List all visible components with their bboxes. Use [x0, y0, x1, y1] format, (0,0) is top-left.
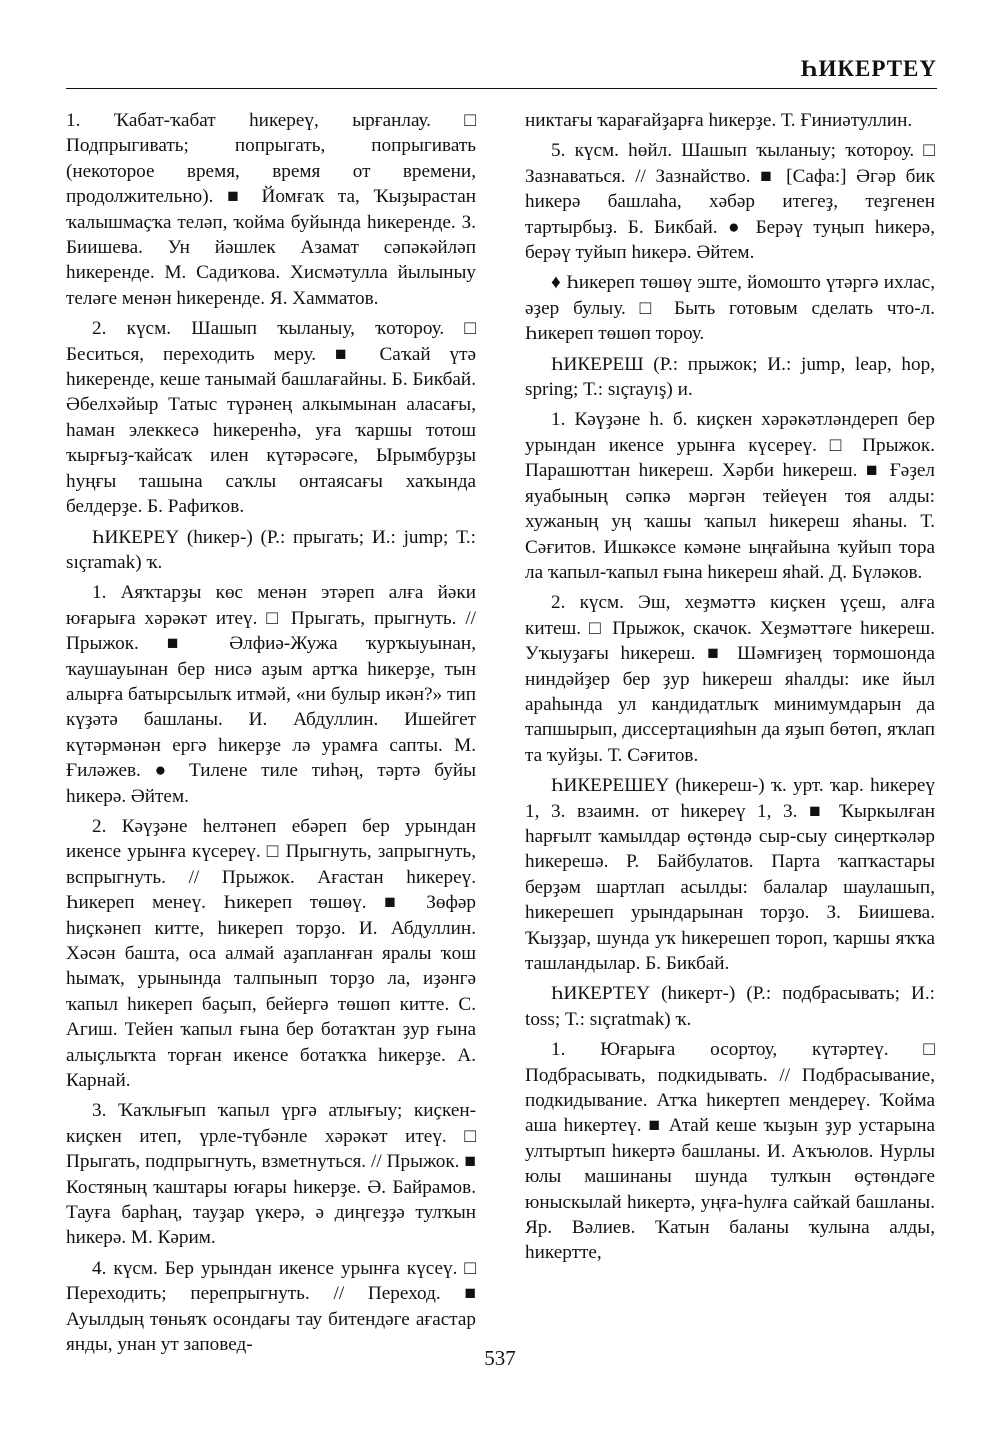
running-head: ҺИКЕРТЕҮ — [800, 56, 937, 81]
entry-paragraph: 5. күсм. һөйл. Шашып ҡыланыу; ҡотороу. □ Зазнаваться. // Зазнайство. ■ [Сафа:] Әгәр бик һикерә башлаһа, хәбәр итегеҙ, теҙгенен тартырбыҙ. Б. Бикбай. ● Берәү туңып һикерә, берәү туйып һикерә. Әйтем. — [525, 140, 935, 264]
entry-headword: ҺИКЕРЕШ (Р.: прыжок; И.: jump, leap, hop, spring; Т.: sıçrayış) и. — [525, 353, 935, 401]
entry-paragraph: 4. күсм. Бер урындан икенсе урынға күсеү. □ Переходить; перепрыгнуть. // Переход. ■ Ауылдың төньяҡ осондағы тау битендәге ағастар янды, унан ут заповед- — [66, 1257, 476, 1356]
entry-paragraph: 2. Кәүҙәне һелтәнеп ебәреп бер урындан икенсе урынға күсереү. □ Прыгнуть, запрыгнуть, вспрыгнуть. // Прыжок. Ағастан һикереү. Һикереп менеү. Һикереп төшөү. ■ Зөфәр һиҫкәнеп китте, һикереп торҙо. И. Абдуллин. Хәсән башта, оса алмай аҙапланған яралы ҡош һымаҡ, урынында талпынып торҙо ла, иҙәнгә ҡапыл һикереп баҫып, бейергә төшөп китте. С. Агиш. Тейен ҡапыл ғына бер ботаҡтан ҙур ғына алыҫлыҡта торған икенсе ботаҡҡа һикерҙе. А. Карнай. — [66, 815, 476, 1092]
entry-paragraph: 1. Кәүҙәне һ. б. киҫкен хәрәкәтләндереп бер урындан икенсе урынға күсереү. □ Прыжок. Парашюттан һикереш. Хәрби һикереш. ■ Ғәҙел яуабының сәпкә мәргән тейеүен тоя алды: хужаның уң ҡашы ҡапыл һикереш яһаны. Т. Сәғитов. Ишкәксе кәмәне ыңғайына ҡуйып тора ла ҡапыл-ҡапыл ғына һикереш яһай. Д. Бүләков. — [525, 409, 935, 583]
entry-headword: ҺИКЕРТЕҮ (һикерт-) (Р.: подбрасывать; И.: toss; Т.: sıçratmak) ҡ. — [525, 983, 935, 1030]
entry-paragraph: 2. күсм. Шашып ҡыланыу, ҡотороу. □ Беситься, переходить меру. ■ Саҡай үтә һикерендe, кеше танымай башлағайны. Б. Бикбай. Әбелхәйыр Татыс түрәнең алкымынан аласағы, һаман элеккесә һикеренһә, уға ҡаршы тотош ҡырғыҙ-ҡайсаҡ илен күтәрәсәге, Ырымбурҙы һуңғы ташына саҡлы онтаясағы хаҡында белдерҙе. Б. Рафиҡов. — [66, 318, 476, 518]
entry-paragraph: 1. Аяҡтарҙы көс менән этәреп алға йәки юғарыға хәрәкәт итеү. □ Прыгать, прыгнуть. // Прыжок. ■ Әлфиә-Жужа ҡурҡыуынан, ҡаушауынан бер нисә аҙым артҡа һикерҙе, тын алырға батырсылыҡ итмәй, «ни булыр икән?» тип күҙәтә башланы. И. Абдуллин. Ишейгет күтәрмәнән ергә һикерҙе лә урамға сапты. М. Ғиләжев. ● Тилене тиле тиһәң, тәртә буйы һикерә. Әйтем. — [66, 582, 476, 807]
page-number: 537 — [484, 1346, 516, 1370]
entry-paragraph: никтағы ҡарағайҙарға һикерҙе. Т. Ғиниәтуллин. — [525, 110, 913, 131]
left-column — [66, 108, 476, 1363]
entry-paragraph: 1. Юғарыға осортоу, күтәртеү. □ Подбрасывать, подкидывать. // Подбрасывание, подкидывание. Атҡа һикертеп мендереү. Ҡойма аша һикертеү. ■ Атай кеше ҡыҙын ҙур устарына ултыртып һикертә башланы. И. Аҡъюлов. Нурлы юлы машинаны шунда тулҡын өҫтөндәге юныскылай һикертә, уңға-һулға сайҡай башланы. Яр. Вәлиев. Ҡатын баланы ҡулына алды, һикертте, — [525, 1039, 935, 1264]
header-rule — [66, 88, 937, 89]
entry-headword: ҺИКЕРЕҮ (һикер-) (Р.: прыгать; И.: jump; Т.: sıçramak) ҡ. — [66, 526, 476, 573]
entry-headword: ҺИКЕРЕШЕҮ (һикереш-) ҡ. урт. ҡар. һикереү 1, 3. взаимн. от һикереү 1, 3. ■ Ҡыркылған һарғылт ҡамылдар өҫтөндә сыр-сыу сиңерткәләр һикерешә. Р. Байбулатов. Парта ҡапҡастары берҙәм шартлап асылды: балалар шаулашып, һикерешеп урындарынан торҙо. З. Биишева. Ҡыҙҙар, шунда уҡ һикерешеп тороп, ҡаршы яҡҡа ташландылар. Б. Бикбай. — [525, 775, 935, 974]
entry-paragraph: 2. күсм. Эш, хеҙмәттә киҫкен үҫеш, алға китеш. □ Прыжок, скачок. Хеҙмәттәге һикереш. Уҡыуҙағы һикереш. ■ Шәмғиҙең тормошонда ниндәйҙер бер ҙур һикереш яһалды: ике йыл араһында ул кандидатлыҡ минимумдарын да тапшырып, диссертацияһын да яҙып бөтөп, яҡлап та ҡуйҙы. Т. Сәғитов. — [525, 592, 935, 766]
entry-paragraph: 3. Ҡаҡлығып ҡапыл үргә атлығыу; киҫкен-киҫкен итеп, үрле-түбәнле хәрәкәт итеү. □ Прыгать, подпрыгнуть, взметнуться. // Прыжок. ■ Костяның ҡаштары юғары һикерҙе. Ә. Байрамов. Тауға барһаң, тауҙар үкерә, ә диңгеҙҙә тулҡын һикерә. М. Кәрим. — [66, 1100, 476, 1249]
entry-paragraph: ♦ Һикереп төшөү эште, йомошто үтәргә ихлас, әҙер булыу. □ Быть готовым сделать что-л. Һикереп төшөп тороу. — [525, 272, 935, 345]
right-column — [525, 108, 935, 1271]
entry-paragraph: 1. Ҡабат-ҡабат һикереү, ырғанлау. □ Подпрыгивать; попрыгать, попрыгивать (некоторое время, время от времени, продолжительно). ■ Йомғаҡ та, Ҡыҙырастан ҡалышмаҫҡа теләп, ҡойма буйында һикерендe. З. Биишева. Ун йәшлек Азамат сәпәкәйләп һикерендe. М. Садиҡова. Хисмәтулла йылыныу теләге менән һикерендe. Я. Хамматов. — [66, 110, 476, 309]
